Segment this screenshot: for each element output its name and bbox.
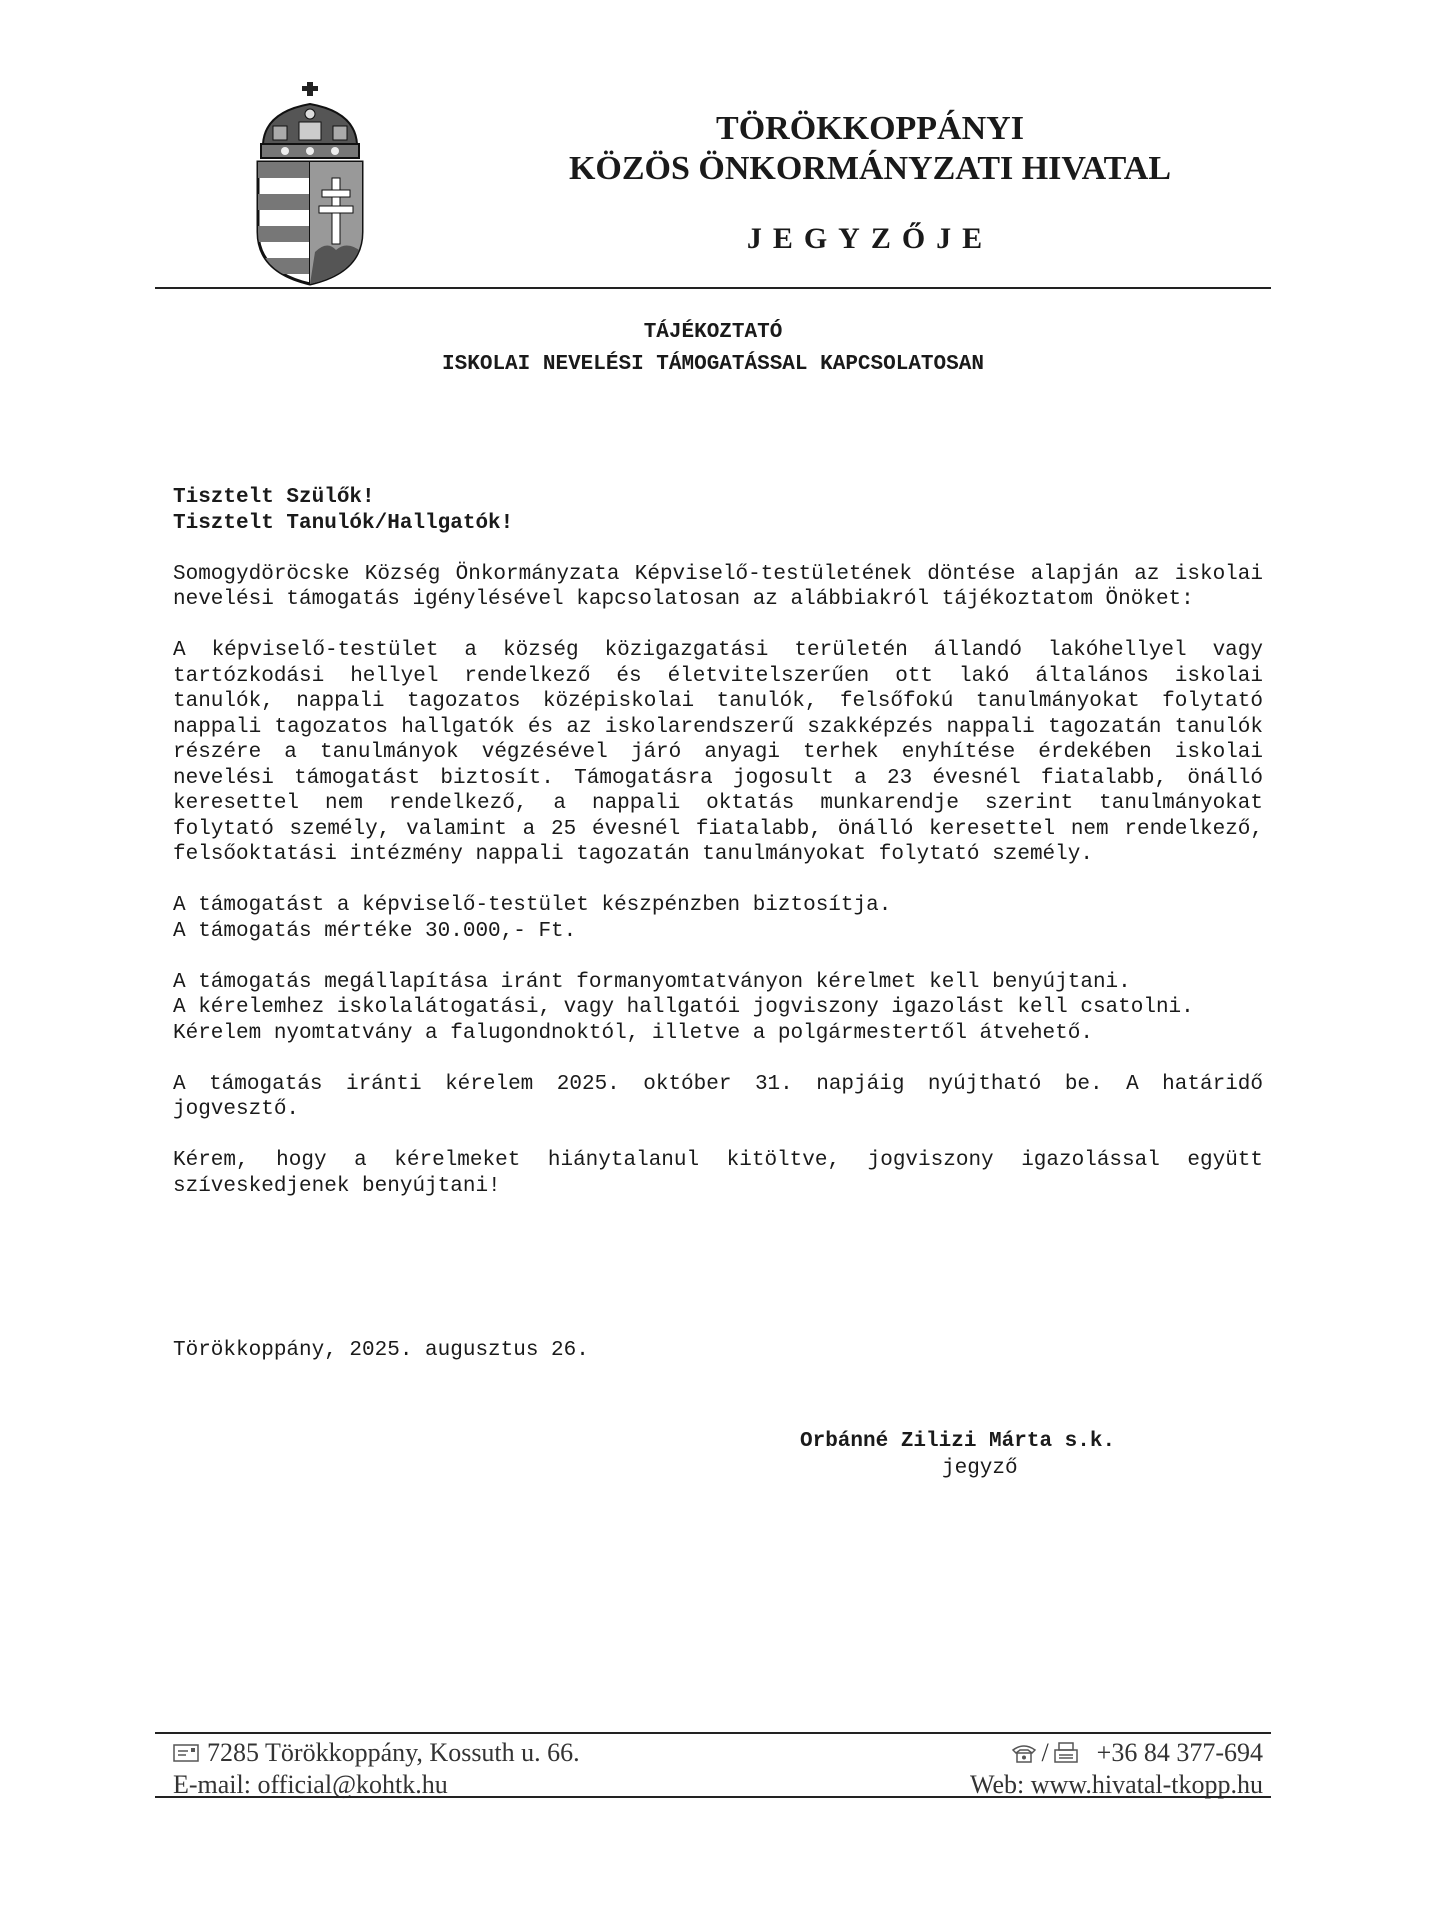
office-name-line2: KÖZÖS ÖNKORMÁNYZATI HIVATAL [568,150,1171,187]
letter-body [173,485,1263,1225]
footer-phone [1011,1738,1263,1768]
office-name-line1: TÖRÖKKOPPÁNYI [716,110,1024,147]
application-line-pickup: Kérelem nyomtatvány a falugondnoktól, illetve a polgármestertől átvehető. [173,1021,1093,1045]
intro-paragraph: Somogydöröcske Község Önkormányzata Képviselő-testületének döntése alapján az iskolai nevelési támogatás igénylésével kapcsolatosan az alábbiakról tájékoztatom Önöket: [173,562,1263,611]
salutation-parents: Tisztelt Szülők! [173,486,375,509]
document-subtitle: ISKOLAI NEVELÉSI TÁMOGATÁSSAL KAPCSOLATOSAN [442,353,984,376]
footer-divider-top [155,1732,1271,1734]
application-line-attachment: A kérelemhez iskolalátogatási, vagy hallgatói jogviszony igazolást kell csatolni. [173,996,1194,1019]
office-title: JEGYZŐJE [746,222,994,255]
icon-separator: / [1041,1738,1049,1767]
footer [173,1738,1263,1802]
signer-role: jegyző [942,1457,1018,1480]
place-and-date: Törökkoppány, 2025. augusztus 26. [173,1339,589,1362]
deadline-paragraph: A támogatás iránti kérelem 2025. október 31. napjáig nyújtható be. A határidő jogvesztő. [173,1072,1263,1121]
eligibility-paragraph: A képviselő-testület a község közigazgatási területén állandó lakóhellyel vagy tartózkodási hellyel rendelkező és életvitelszerűen ott lakó általános iskolai tanulók, nappali tagozatos középiskolai tanulók, felsőfokú tanulmányokat folytató nappali tagozatos hallgatók és az iskolarendszerű szakképzés nappali tagozatán tanulók részére a tanulmányok végzésével járó anyagi terhek enyhítése érdekében iskolai nevelési támogatást biztosít. Támogatásra jogosult a 23 évesnél fiatalabb, önálló keresettel nem rendelkező, a nappali oktatás munkarendje szerint tanulmányokat folytató személy, valamint a 25 évesnél fiatalabb, önálló keresettel nem rendelkező, felsőoktatási intézmény nappali tagozatán tanulmányokat folytató személy. [173,639,1263,866]
amount-line-cash: A támogatást a képviselő-testület készpénzben biztosítja. [173,894,892,917]
footer-address-text: 7285 Törökkoppány, Kossuth u. 66. [207,1738,580,1767]
footer-address [173,1738,580,1768]
salutation [173,485,1263,536]
header-divider [155,287,1271,289]
footer-phone-text: +36 84 377-694 [1096,1738,1263,1767]
footer-divider-bottom [155,1796,1271,1798]
footer-web-link[interactable]: Web: www.hivatal-tkopp.hu [970,1770,1263,1799]
application-paragraph [173,970,1263,1047]
application-line-form: A támogatás megállapítása iránt formanyomtatványon kérelmet kell benyújtani. [173,970,1131,994]
envelope-icon [173,1743,199,1763]
telephone-icon [1011,1742,1037,1764]
fax-icon [1053,1742,1079,1764]
amount-line-value: A támogatás mértéke 30.000,- Ft. [173,919,577,943]
footer-row-1 [173,1738,1263,1770]
coat-of-arms-icon [255,82,365,286]
salutation-students: Tisztelt Tanulók/Hallgatók! [173,511,514,535]
amount-paragraph [173,893,1263,944]
request-paragraph: Kérem, hogy a kérelmeket hiánytalanul kitöltve, jogviszony igazolással együtt szíveskedjenek benyújtani! [173,1149,1263,1198]
signer-name: Orbánné Zilizi Márta s.k. [800,1430,1116,1453]
document-title: TÁJÉKOZTATÓ [643,321,783,344]
footer-email-link[interactable]: E-mail: official@kohtk.hu [173,1770,448,1799]
